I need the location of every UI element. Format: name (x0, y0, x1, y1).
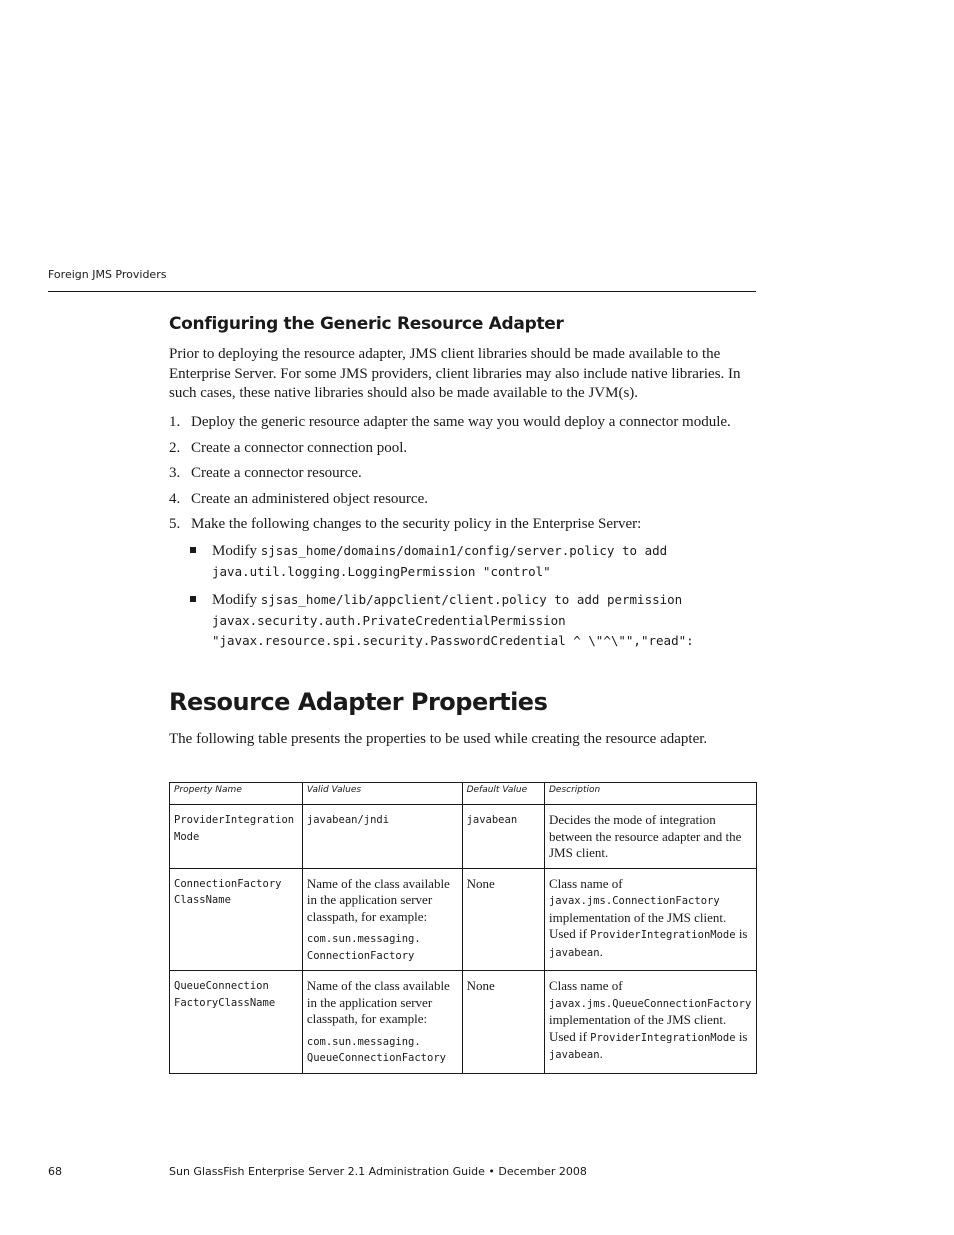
square-bullet-icon (190, 547, 196, 553)
bullet-mid: to add (614, 543, 668, 558)
desc-class-code: javax.jms.QueueConnectionFactory (548, 997, 752, 1010)
desc-prefix: Class name of (548, 875, 623, 891)
property-name: QueueConnection FactoryClassName (170, 971, 303, 1074)
default-value: None (462, 868, 544, 971)
policy-bullets (190, 541, 760, 660)
bullet-prefix: Modify (212, 543, 261, 559)
valid-values: javabean/jndi (302, 805, 462, 869)
section-heading: Configuring the Generic Resource Adapter (169, 314, 564, 334)
desc-mid: implementation of the JMS client. Used if (548, 909, 727, 941)
footer-book-title: Sun GlassFish Enterprise Server 2.1 Administration Guide • December 2008 (169, 1165, 587, 1178)
header-rule (48, 291, 756, 292)
valid-values-example: com.sun.messaging. ConnectionFactory (306, 933, 421, 962)
permission-code: java.util.logging.LoggingPermission "control" (212, 563, 551, 579)
properties-intro: The following table presents the properties to be used while creating the resource adapter. (169, 731, 708, 747)
desc-end: . (599, 943, 603, 959)
desc-class-code: javax.jms.ConnectionFactory (548, 895, 720, 907)
step-text: Create a connector resource. (191, 465, 362, 481)
description (544, 868, 756, 971)
properties-table (169, 782, 757, 1074)
step-text: Make the following changes to the security policy in the Enterprise Server: (191, 516, 642, 532)
valid-values-example: com.sun.messaging. QueueConnectionFactory (306, 1035, 446, 1064)
desc-prefix: Class name of (548, 978, 623, 993)
permission-code: permission javax.security.auth.PrivateCredentialPermission "javax.resource.spi.security.PasswordCredential ^ \"^\"","read": (212, 592, 694, 648)
bullet-item (190, 590, 760, 652)
table-header-row (170, 783, 757, 805)
square-bullet-icon (190, 596, 196, 602)
desc-mode-code: ProviderIntegrationMode (590, 1031, 736, 1044)
running-header: Foreign JMS Providers (48, 268, 167, 281)
desc-is: is (735, 1028, 748, 1044)
default-value: None (462, 971, 544, 1074)
step-item (169, 515, 759, 541)
step-item (169, 439, 759, 465)
desc-mode-code: ProviderIntegrationMode (590, 929, 736, 941)
table-row (170, 868, 757, 971)
valid-values-text: Name of the class available in the application server classpath, for example: (306, 875, 450, 924)
bullet-prefix: Modify (212, 592, 261, 608)
column-header: Valid Values (302, 783, 462, 805)
step-number: 1. (169, 414, 181, 430)
desc-value-code: javabean (548, 946, 600, 959)
step-item (169, 490, 759, 516)
property-name: ConnectionFactory ClassName (170, 868, 303, 971)
default-value: javabean (462, 805, 544, 869)
valid-values-text: Name of the class available in the application server classpath, for example: (306, 978, 450, 1026)
section-intro: Prior to deploying the resource adapter, JMS client libraries should be made available to the Enterprise Server. For some JMS providers, client libraries may also include native libraries. In such cases, these native libraries should also be made available to the JVM(s). (169, 346, 741, 401)
step-item (169, 413, 759, 439)
desc-mid: implementation of the JMS client. Used if (548, 1012, 727, 1044)
desc-is: is (735, 926, 748, 941)
step-number: 4. (169, 490, 181, 507)
page-number: 68 (48, 1165, 62, 1178)
description: Decides the mode of integration between the resource adapter and the JMS client. (544, 805, 756, 869)
column-header: Description (544, 783, 756, 805)
step-number: 3. (169, 465, 181, 481)
policy-path: sjsas_home/lib/appclient/client.policy (260, 592, 547, 607)
bullet-mid: to add (546, 592, 607, 607)
table-row (170, 805, 757, 869)
valid-values (302, 868, 462, 971)
step-text: Deploy the generic resource adapter the same way you would deploy a connector module. (191, 414, 731, 430)
desc-end: . (599, 1046, 603, 1061)
column-header: Default Value (462, 783, 544, 805)
desc-value-code: javabean (548, 1049, 600, 1061)
step-text: Create a connector connection pool. (191, 439, 408, 456)
step-text: Create an administered object resource. (191, 490, 428, 507)
description (544, 971, 756, 1074)
properties-heading: Resource Adapter Properties (169, 688, 548, 716)
step-number: 5. (169, 516, 181, 532)
bullet-item (190, 541, 760, 582)
step-item (169, 464, 759, 490)
policy-path: sjsas_home/domains/domain1/config/server.policy (260, 543, 615, 558)
steps-list (169, 413, 759, 541)
column-header: Property Name (170, 783, 303, 805)
step-number: 2. (169, 439, 181, 456)
property-name: ProviderIntegration Mode (170, 805, 303, 869)
valid-values (302, 971, 462, 1074)
table-row (170, 971, 757, 1074)
